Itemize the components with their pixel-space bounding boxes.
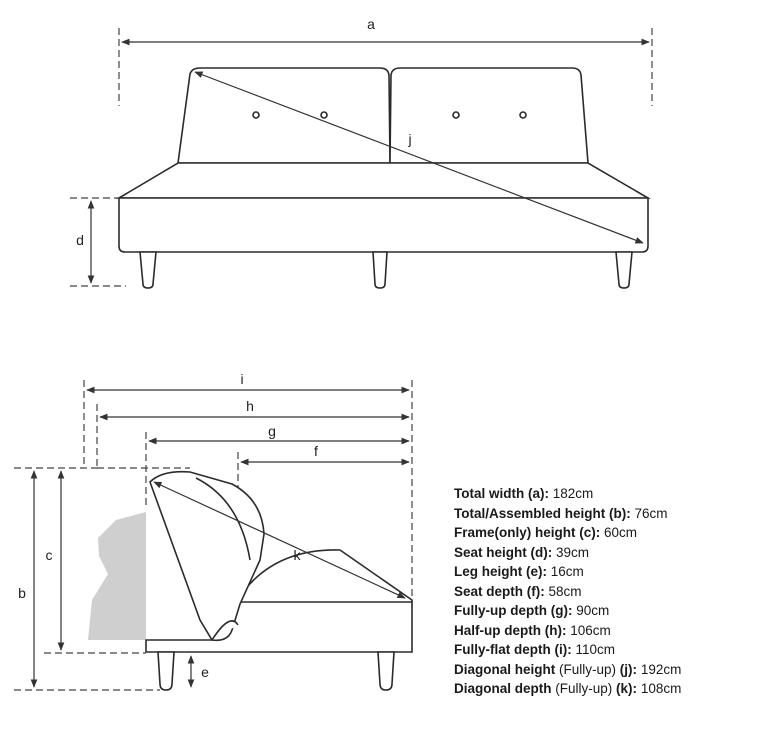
- spec-row: [454, 504, 764, 524]
- tufting-button: [453, 112, 459, 118]
- front-center-leg: [373, 252, 387, 288]
- tufting-button: [253, 112, 259, 118]
- spec-label: Fully-up depth (g):: [454, 603, 573, 618]
- dimension-spec-list: [454, 484, 764, 699]
- spec-value: 90cm: [576, 603, 610, 618]
- tufting-button: [321, 112, 327, 118]
- side-view: [14, 371, 412, 690]
- dimension-label-k: k: [293, 547, 301, 563]
- spec-label: Fully-flat depth (i):: [454, 642, 572, 657]
- spec-value: 39cm: [556, 544, 590, 560]
- spec-label: Total/Assembled height (b):: [454, 505, 631, 521]
- dimension-label-h: h: [246, 398, 254, 414]
- spec-row: [454, 582, 764, 602]
- dimension-label-c: c: [45, 547, 53, 563]
- spec-qualifier: (Fully-up): [559, 661, 617, 677]
- front-view: [70, 16, 652, 288]
- spec-row: [454, 621, 764, 641]
- front-right-leg: [616, 252, 632, 288]
- dimension-label-a: a: [367, 16, 375, 32]
- spec-label: Seat depth (f):: [454, 583, 545, 599]
- dimension-label-i: i: [240, 371, 244, 387]
- spec-value: 60cm: [604, 525, 638, 540]
- spec-value: 58cm: [548, 583, 582, 599]
- spec-row: [454, 660, 764, 680]
- spec-label: Half-up depth (h):: [454, 622, 567, 638]
- tufting-button: [520, 112, 526, 118]
- spec-row: [454, 484, 764, 504]
- dimension-label-f: f: [314, 443, 318, 459]
- dimension-label-b: b: [18, 585, 26, 601]
- spec-value: 182cm: [552, 486, 594, 501]
- spec-label: Leg height (e):: [454, 564, 547, 579]
- spec-label: Frame(only) height (c):: [454, 525, 601, 540]
- spec-row: [454, 640, 764, 660]
- spec-row: [454, 562, 764, 582]
- spec-row: [454, 679, 764, 699]
- spec-value: 110cm: [575, 642, 616, 657]
- spec-label: Total width (a):: [454, 486, 549, 501]
- spec-label: Seat height (d):: [454, 544, 553, 560]
- dimension-label-g: g: [268, 423, 276, 439]
- rear-leg: [158, 652, 174, 690]
- seat-top: [119, 163, 648, 198]
- spec-suffix: (k):: [616, 681, 638, 696]
- front-leg: [378, 652, 394, 690]
- spec-label: Diagonal depth: [454, 681, 552, 696]
- spec-value: 16cm: [550, 564, 584, 579]
- spec-row: [454, 601, 764, 621]
- spec-value: 192cm: [640, 661, 682, 677]
- spec-row: [454, 523, 764, 543]
- dimension-label-d: d: [76, 232, 84, 248]
- front-left-leg: [140, 252, 156, 288]
- spec-value: 108cm: [640, 681, 682, 696]
- spec-row: [454, 543, 764, 563]
- right-backrest: [390, 68, 588, 163]
- dimension-label-e: e: [201, 664, 209, 680]
- spec-value: 106cm: [570, 622, 611, 638]
- dimension-label-j: j: [408, 131, 412, 147]
- spec-suffix: (j):: [619, 661, 638, 677]
- seat-front: [119, 198, 648, 252]
- spec-qualifier: (Fully-up): [555, 681, 613, 696]
- spec-label: Diagonal height: [454, 661, 556, 677]
- spec-value: 76cm: [634, 505, 668, 521]
- half-up-backrest-silhouette: [88, 512, 146, 640]
- left-backrest: [178, 68, 390, 163]
